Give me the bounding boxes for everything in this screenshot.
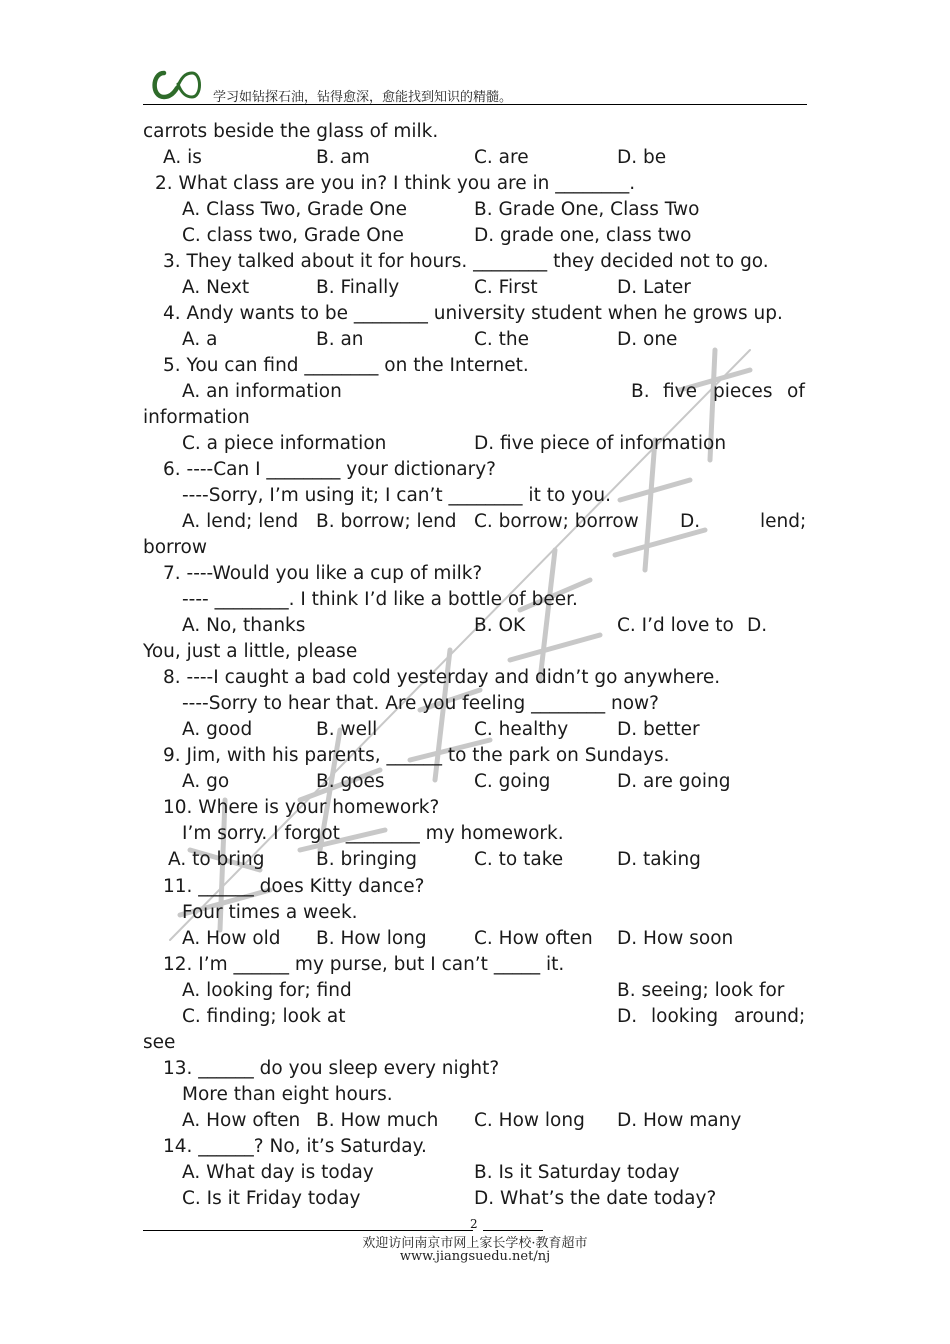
q14-option-b: B. Is it Saturday today xyxy=(474,1162,680,1183)
q8-stem: 8. ----I caught a bad cold yesterday and didn’t go anywhere. xyxy=(163,667,721,688)
q2-option-d: D. grade one, class two xyxy=(474,225,692,246)
footer-text: 欢迎访问南京市网上家长学校·教育超市 xyxy=(362,1236,588,1251)
q4-option-b: B. an xyxy=(316,329,364,350)
q12-stem: 12. I’m ______ my purse, but I can’t _____ it. xyxy=(163,954,565,975)
q7-option-b: B. OK xyxy=(474,615,526,636)
q10-option-d: D. taking xyxy=(617,849,701,870)
q11-option-a: A. How old xyxy=(182,928,281,949)
footer-rule xyxy=(483,1230,543,1231)
q10-option-b: B. bringing xyxy=(316,849,418,870)
q10-option-a: A. to bring xyxy=(168,849,265,870)
q8-option-b: B. well xyxy=(316,719,378,740)
q3-option-d: D. Later xyxy=(617,277,691,298)
q12-option-c: C. finding; look at xyxy=(182,1006,346,1027)
q12-option-b: B. seeing; look for xyxy=(617,980,785,1001)
q3-option-b: B. Finally xyxy=(316,277,400,298)
q14-option-a: A. What day is today xyxy=(182,1162,374,1183)
q5-stem: 5. You can find ________ on the Internet. xyxy=(163,355,529,376)
q4-option-d: D. one xyxy=(617,329,678,350)
q3-option-a: A. Next xyxy=(182,277,250,298)
q3-option-c: C. First xyxy=(474,277,538,298)
q5-option-a: A. an information xyxy=(182,381,342,402)
q10-stem-2: I’m sorry. I forgot ________ my homework. xyxy=(182,823,564,844)
q12-option-d-word: around; xyxy=(734,1006,806,1027)
q4-stem: 4. Andy wants to be ________ university student when he grows up. xyxy=(163,303,783,324)
q13-option-c: C. How long xyxy=(474,1110,585,1131)
q11-option-d: D. How soon xyxy=(617,928,734,949)
q2-option-b: B. Grade One, Class Two xyxy=(474,199,700,220)
q13-stem-2: More than eight hours. xyxy=(182,1084,393,1105)
q13-option-a: A. How often xyxy=(182,1110,301,1131)
page-number: 2 xyxy=(470,1217,478,1231)
q1-option-d: D. be xyxy=(617,147,667,168)
q12-option-a: A. looking for; find xyxy=(182,980,352,1001)
q5-option-b-word: of xyxy=(787,381,805,402)
q10-option-c: C. to take xyxy=(474,849,564,870)
q2-option-c: C. class two, Grade One xyxy=(182,225,404,246)
q9-stem: 9. Jim, with his parents, ______ to the park on Sundays. xyxy=(163,745,670,766)
q8-option-c: C. healthy xyxy=(474,719,569,740)
q14-stem: 14. ______? No, it’s Saturday. xyxy=(163,1136,427,1157)
q7-stem-2: ---- ________. I think I’d like a bottle of beer. xyxy=(182,589,578,610)
continuation-line: carrots beside the glass of milk. xyxy=(143,121,439,142)
q8-option-a: A. good xyxy=(182,719,253,740)
footer-rule xyxy=(143,1230,473,1231)
q6-option-b: B. borrow; lend xyxy=(316,511,457,532)
q5-option-b-letter: B. xyxy=(631,381,650,402)
q11-stem-2: Four times a week. xyxy=(182,902,358,923)
q11-stem: 11. ______ does Kitty dance? xyxy=(163,876,425,897)
q7-option-d-wrap: You, just a little, please xyxy=(143,641,358,662)
q10-stem: 10. Where is your homework? xyxy=(163,797,440,818)
q4-option-c: C. the xyxy=(474,329,530,350)
q9-option-d: D. are going xyxy=(617,771,731,792)
header-rule xyxy=(143,104,807,105)
q7-stem: 7. ----Would you like a cup of milk? xyxy=(163,563,483,584)
q9-option-c: C. going xyxy=(474,771,551,792)
q1-option-c: C. are xyxy=(474,147,529,168)
q9-option-a: A. go xyxy=(182,771,230,792)
q5-option-c: C. a piece information xyxy=(182,433,387,454)
q6-stem-2: ----Sorry, I’m using it; I can’t ________ it to you. xyxy=(182,485,612,506)
q6-option-d-wrap: borrow xyxy=(143,537,207,558)
q5-option-b-word: pieces xyxy=(713,381,773,402)
q5-option-b-word: five xyxy=(663,381,697,402)
q14-option-c: C. Is it Friday today xyxy=(182,1188,361,1209)
q6-option-d-word: lend; xyxy=(760,511,807,532)
q5-option-b-wrap: information xyxy=(143,407,250,428)
q7-option-c: C. I’d love to xyxy=(617,615,734,636)
q6-stem: 6. ----Can I ________ your dictionary? xyxy=(163,459,496,480)
q13-stem: 13. ______ do you sleep every night? xyxy=(163,1058,500,1079)
q6-option-d-letter: D. xyxy=(680,511,701,532)
q1-option-b: B. am xyxy=(316,147,370,168)
footer-url: www.jiangsuedu.net/nj xyxy=(399,1249,551,1264)
q8-stem-2: ----Sorry to hear that. Are you feeling ________ now? xyxy=(182,693,659,714)
q9-option-b: B. goes xyxy=(316,771,385,792)
q1-option-a: A. is xyxy=(163,147,202,168)
q13-option-d: D. How many xyxy=(617,1110,742,1131)
q6-option-a: A. lend; lend xyxy=(182,511,299,532)
q2-stem: 2. What class are you in? I think you are in ________. xyxy=(155,173,636,194)
q3-stem: 3. They talked about it for hours. ________ they decided not to go. xyxy=(163,251,769,272)
q7-option-a: A. No, thanks xyxy=(182,615,306,636)
page-header xyxy=(143,62,807,106)
q5-option-d: D. five piece of information xyxy=(474,433,727,454)
q7-option-d-letter: D. xyxy=(747,615,768,636)
q12-option-d-letter: D. xyxy=(617,1006,638,1027)
q13-option-b: B. How much xyxy=(316,1110,439,1131)
q8-option-d: D. better xyxy=(617,719,700,740)
q11-option-c: C. How often xyxy=(474,928,593,949)
q11-option-b: B. How long xyxy=(316,928,427,949)
logo-icon xyxy=(148,68,206,102)
header-motto: 学习如钻探石油，钻得愈深，愈能找到知识的精髓。 xyxy=(213,90,513,105)
q12-option-d-wrap: see xyxy=(143,1032,176,1053)
q12-option-d-word: looking xyxy=(651,1006,719,1027)
q14-option-d: D. What’s the date today? xyxy=(474,1188,717,1209)
q2-option-a: A. Class Two, Grade One xyxy=(182,199,408,220)
q4-option-a: A. a xyxy=(182,329,218,350)
q6-option-c: C. borrow; borrow xyxy=(474,511,639,532)
